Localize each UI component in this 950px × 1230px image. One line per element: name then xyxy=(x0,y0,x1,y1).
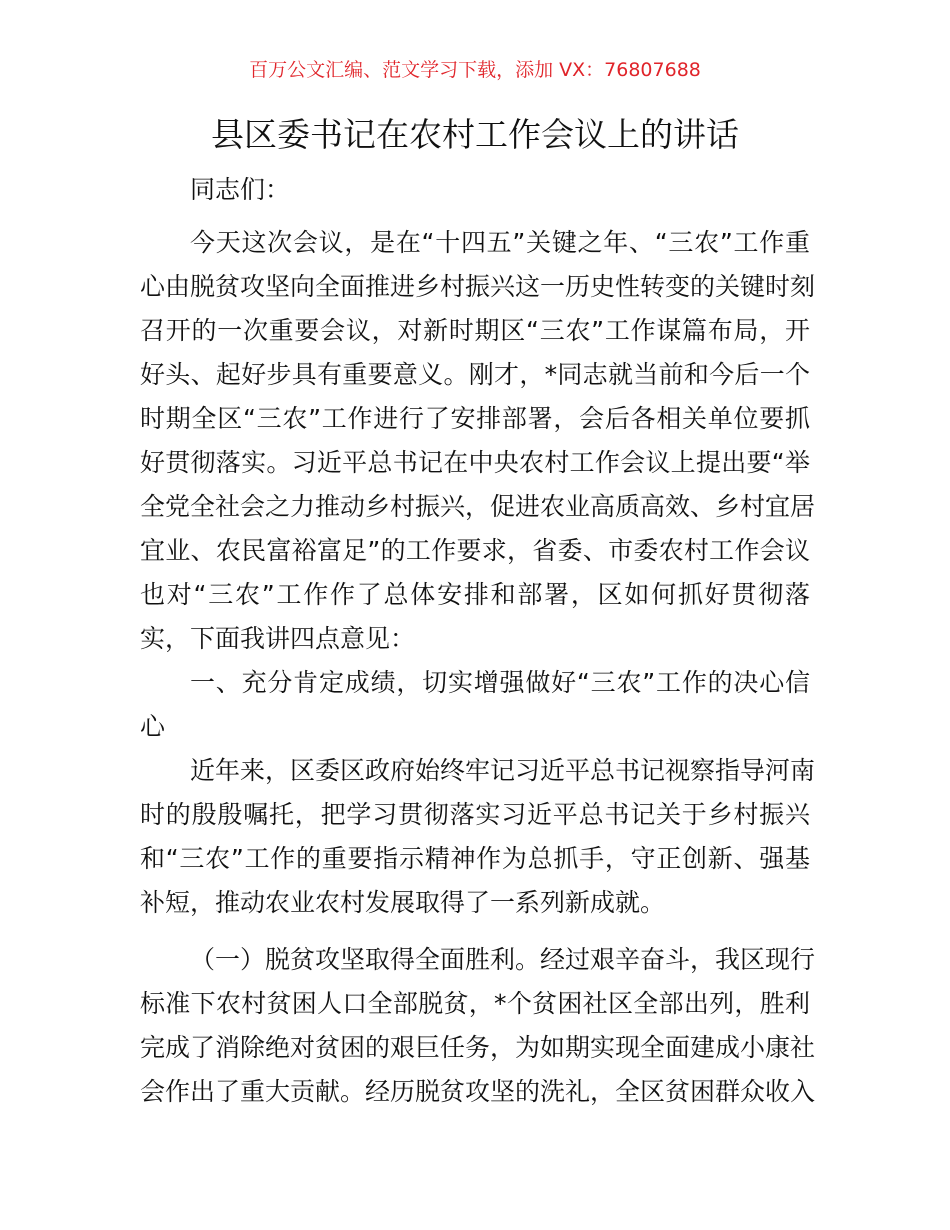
text-line: 会作出了重大贡献。经历脱贫攻坚的洗礼，全区贫困群众收入 xyxy=(140,1077,816,1106)
text-line: 时期全区“三农”工作进行了安排部署，会后各相关单位要抓 xyxy=(140,404,810,433)
section-heading: 一、充分肯定成绩，切实增强做好“三农”工作的决心信 xyxy=(190,668,810,697)
text-line: 近年来，区委区政府始终牢记习近平总书记视察指导河南 xyxy=(190,756,816,785)
text-line: 好贯彻落实。习近平总书记在中央农村工作会议上提出要“举 xyxy=(140,448,810,477)
text-line: 补短，推动农业农村发展取得了一系列新成就。 xyxy=(140,888,666,917)
text-line: 和“三农”工作的重要指示精神作为总抓手，守正创新、强基 xyxy=(140,844,810,873)
text-line: 全党全社会之力推动乡村振兴，促进农业高质高效、乡村宜居 xyxy=(140,492,816,521)
text-line: 完成了消除绝对贫困的艰巨任务，为如期实现全面建成小康社 xyxy=(140,1033,816,1062)
text-line: 好头、起好步具有重要意义。刚才，*同志就当前和今后一个 xyxy=(140,360,810,389)
watermark-header: 百万公文汇编、范文学习下载，添加 VX：76807688 xyxy=(249,59,701,81)
text-line: （一）脱贫攻坚取得全面胜利。经过艰辛奋斗，我区现行 xyxy=(190,945,816,974)
text-line: 宜业、农民富裕富足”的工作要求，省委、市委农村工作会议 xyxy=(140,536,810,565)
text-line: 实，下面我讲四点意见： xyxy=(140,624,416,653)
text-line: 心由脱贫攻坚向全面推进乡村振兴这一历史性转变的关键时刻 xyxy=(140,272,816,301)
salutation: 同志们： xyxy=(190,175,291,204)
text-line: 时的殷殷嘱托，把学习贯彻落实习近平总书记关于乡村振兴 xyxy=(140,800,810,829)
text-line: 标准下农村贫困人口全部脱贫，*个贫困社区全部出列，胜利 xyxy=(140,989,810,1018)
text-line: 今天这次会议，是在“十四五”关键之年、“三农”工作重 xyxy=(190,228,810,257)
text-line: 召开的一次重要会议，对新时期区“三农”工作谋篇布局，开 xyxy=(140,316,810,345)
document-title: 县区委书记在农村工作会议上的讲话 xyxy=(211,115,739,154)
text-line: 也对“三农”工作作了总体安排和部署，区如何抓好贯彻落 xyxy=(140,580,810,609)
section-heading: 心 xyxy=(140,712,166,741)
